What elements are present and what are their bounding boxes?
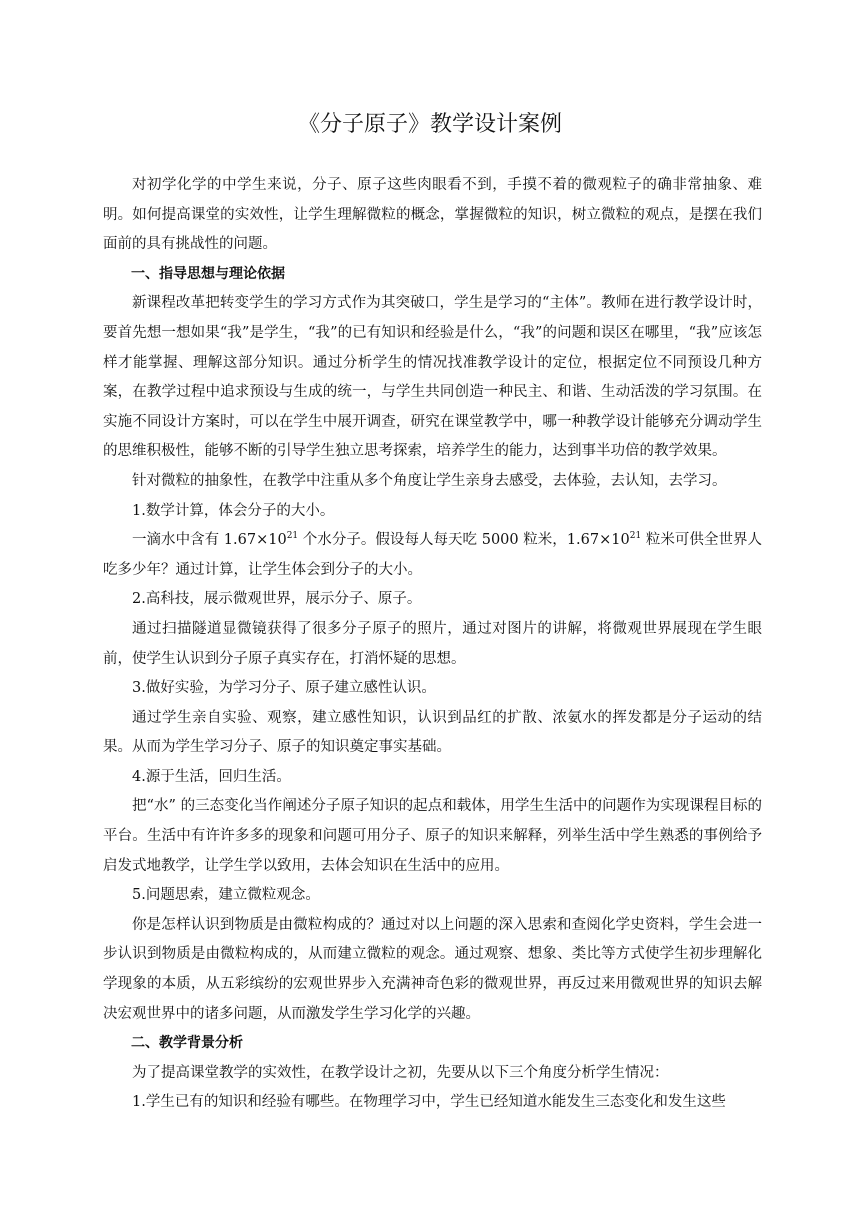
item-5-title: 5.问题思索，建立微粒观念。 [132,887,320,904]
item-1-text-a: 一滴水中含有 1.67×10 [132,532,287,549]
item-1-text [103,526,762,585]
item-5-text: 你是怎样认识到物质是由微粒构成的？通过对以上问题的深入思索和查阅化学史资料，学生会进一步认识到物质是由微粒构成的，从而建立微粒的观念。通过观察、想象、类比等方式使学生初步理解化学现象的本质，从五彩缤纷的宏观世界步入充满神奇色彩的微观世界，再反过来用微观世界的知识去解决宏观世界中的诸多问题，从而激发学生学习化学的兴趣。 [103,916,762,1022]
approach-paragraph: 针对微粒的抽象性，在教学中注重从多个角度让学生亲身去感受，去体验，去认知，去学习。 [132,472,727,489]
item-1-text-c: 粒米可供全世界人吃多少年？通过计算，让学生体会到分子的大小。 [103,532,763,578]
section-heading-guiding-ideas: 一、指导思想与理论依据 [131,265,285,282]
item-2-text: 通过扫描隧道显微镜获得了很多分子原子的照片，通过对图片的讲解，将微观世界展现在学生眼前，使学生认识到分子原子真实存在，打消怀疑的思想。 [103,620,762,667]
item-3-text: 通过学生亲自实验、观察，建立感性知识，认识到品红的扩散、浓氨水的挥发都是分子运动的结果。从而为学生学习分子、原子的知识奠定事实基础。 [103,709,762,756]
background-item-1: 1.学生已有的知识和经验有哪些。在物理学习中，学生已经知道水能发生三态变化和发生这些 [132,1094,726,1111]
document-body [103,171,762,1118]
item-4-text: 把“水” 的三态变化当作阐述分子原子知识的起点和载体，用学生生活中的问题作为实现课程目标的平台。生活中有许许多多的现象和问题可用分子、原子的知识来解释，列举生活中学生熟悉的事例给予启发式地教学，让学生学以致用，去体会知识在生活中的应用。 [103,798,762,874]
item-1-exponent-a: 21 [286,531,299,542]
item-1-text-b: 个水分子。假设每人每天吃 5000 粒米，1.67×10 [298,532,630,549]
intro-paragraph: 对初学化学的中学生来说，分子、原子这些肉眼看不到，手摸不着的微观粒子的确非常抽象、难明。如何提高课堂的实效性，让学生理解微粒的概念，掌握微粒的知识，树立微粒的观点，是摆在我们面前的具有挑战性的问题。 [103,177,762,253]
document-title: 《分子原子》教学设计案例 [297,112,562,137]
item-1-title: 1.数学计算，体会分子的大小。 [132,502,335,519]
section-heading-background: 二、教学背景分析 [131,1035,243,1052]
item-2-title: 2.高科技，展示微观世界，展示分子、原子。 [132,591,422,608]
background-paragraph: 为了提高课堂教学的实效性，在教学设计之初，先要从以下三个角度分析学生情况： [132,1064,669,1081]
item-4-title: 4.源于生活，回归生活。 [132,768,291,785]
guiding-ideas-paragraph: 新课程改革把转变学生的学习方式作为其突破口，学生是学习的“主体”。教师在进行教学设计时，要首先想一想如果“我”是学生，“我”的已有知识和经验是什么，“我”的问题和误区在哪里，“我”应该怎样才能掌握、理解这部分知识。通过分析学生的情况找准教学设计的定位，根据定位不同预设几种方案，在教学过程中追求预设与生成的统一，与学生共同创造一种民主、和谐、生动活泼的学习氛围。在实施不同设计方案时，可以在学生中展开调查，研究在课堂教学中，哪一种教学设计能够充分调动学生的思维积极性，能够不断的引导学生独立思考探索，培养学生的能力，达到事半功倍的教学效果。 [103,295,762,460]
item-1-exponent-b: 21 [629,531,642,542]
item-3-title: 3.做好实验，为学习分子、原子建立感性认识。 [132,680,436,697]
